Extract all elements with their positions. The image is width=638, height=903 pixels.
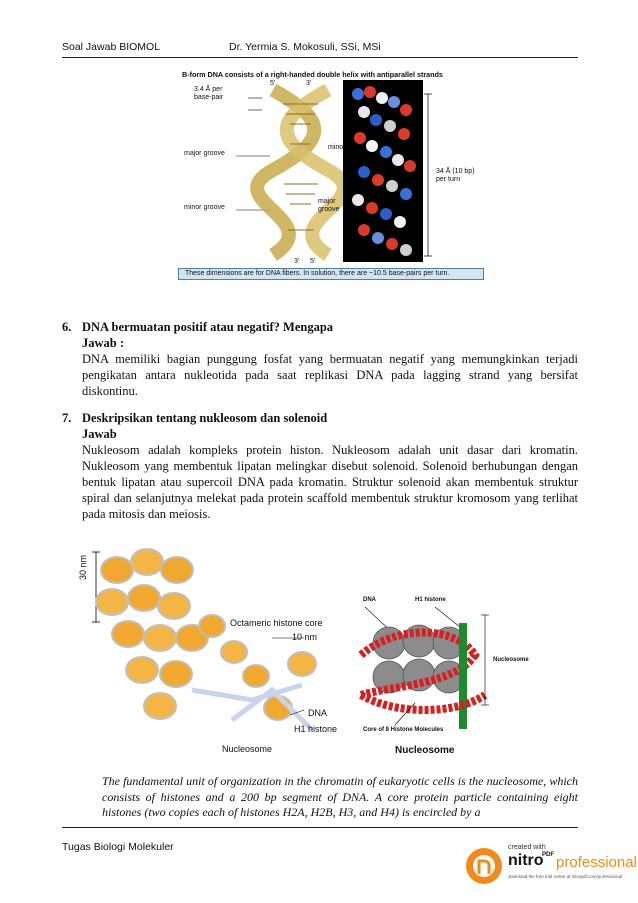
label-bp2: base-pair <box>194 94 224 101</box>
dna-figure <box>178 70 484 282</box>
header-rule <box>62 57 578 58</box>
nitro-brand: nitro <box>508 852 544 869</box>
label-groove-inline: groove <box>318 206 340 213</box>
nitro-professional: professional <box>556 854 637 871</box>
header-author: Dr. Yermia S. Mokosuli, SSi, MSi <box>229 41 381 53</box>
dna-caption: These dimensions are for DNA fibers. In solution, there are ~10.5 base-pairs per turn. <box>185 270 450 277</box>
label-5-top: 5' <box>270 80 276 87</box>
label-dna-2: DNA <box>363 597 376 603</box>
nitro-created-with: created with <box>508 844 546 851</box>
nucleosome-illustration <box>355 595 545 760</box>
label-core-8-histones: Core of 8 Histone Molecules <box>363 727 444 733</box>
label-turn2: per turn <box>436 176 461 183</box>
q7-number: 7. <box>62 411 72 425</box>
nucleosome-figure <box>355 595 545 760</box>
label-octameric-core: Octameric histone core <box>230 618 323 628</box>
q7-title: Deskripsikan tentang nukleosom dan solenoid <box>82 411 328 425</box>
label-dna: DNA <box>308 708 328 718</box>
q6-title: DNA bermuatan positif atau negatif? Mengapa <box>82 320 334 334</box>
nitro-note: download the free trial online at nitropdf.com/professional <box>508 874 623 879</box>
footer-left: Tugas Biologi Molekuler <box>62 841 174 853</box>
q7-answer-label: Jawab <box>82 427 117 441</box>
nitro-logo-icon <box>464 846 504 886</box>
label-nucleosome: Nucleosome <box>222 744 273 754</box>
q6-answer-label: Jawab : <box>82 336 125 350</box>
footer-rule <box>62 827 578 828</box>
label-10nm: 10 nm <box>292 632 318 642</box>
nitro-watermark <box>464 842 637 898</box>
label-h1-histone: H1 histone <box>294 724 338 734</box>
label-minor-groove: minor groove <box>184 204 225 211</box>
label-h1-histone-2: H1 histone <box>415 597 446 603</box>
label-3-bottom: 3' <box>294 258 300 265</box>
q7-answer: Nukleosom adalah kompleks protein histon. Nukleosom adalah unit dasar dari kromatin. Nukleosom yang membentuk lipatan melingkar disebut solenoid. Solenoid berhubungan dengan bentuk lipatan atau supercoil DNA pada kromatin. Struktur solenoid akan membentuk struktur spiral dan selanjutnya melekat pada protein scaffold membentuk struktur kromosom yang terlihat pada mitosis dan meiosis. <box>82 443 578 521</box>
label-bp: 3.4 Å per <box>194 86 223 93</box>
label-5-bottom: 5' <box>310 258 316 265</box>
chromatin-figure <box>72 540 342 765</box>
label-30nm: 30 nm <box>78 554 88 580</box>
q6-answer: DNA memiliki bagian punggung fosfat yang bermuatan negatif yang memungkinkan terjadi pengikatan antara nukleotida pada saat replikasi DNA pada lagging strand yang bersifat diskontinu. <box>82 352 578 398</box>
label-major-groove: major groove <box>184 150 225 157</box>
nucleosome-caption: The fundamental unit of organization in the chromatin of eukaryotic cells is the nucleosome, which consists of histones and a 200 bp segment of DNA. A core protein particle containing eight histones (two copies each of histones H2A, H2B, H3, and H4) is encircled by a <box>102 774 578 819</box>
label-minor-inline: minor <box>328 144 346 151</box>
q6-number: 6. <box>62 320 72 334</box>
nitro-pdf: PDF <box>542 852 554 858</box>
dna-helix-illustration <box>178 80 484 270</box>
dna-caption-bar <box>178 268 484 280</box>
nucleosome-figure-title: Nucleosome <box>395 745 455 756</box>
header-left: Soal Jawab BIOMOL <box>62 41 161 53</box>
label-nucleosome-side: Nucleosome <box>493 657 529 663</box>
label-turn: 34 Å (10 bp) <box>436 168 475 175</box>
label-major-inline: major <box>318 198 336 205</box>
dna-figure-title: B-form DNA consists of a right-handed double helix with antiparallel strands <box>182 70 443 79</box>
label-3-top: 3' <box>306 80 312 87</box>
